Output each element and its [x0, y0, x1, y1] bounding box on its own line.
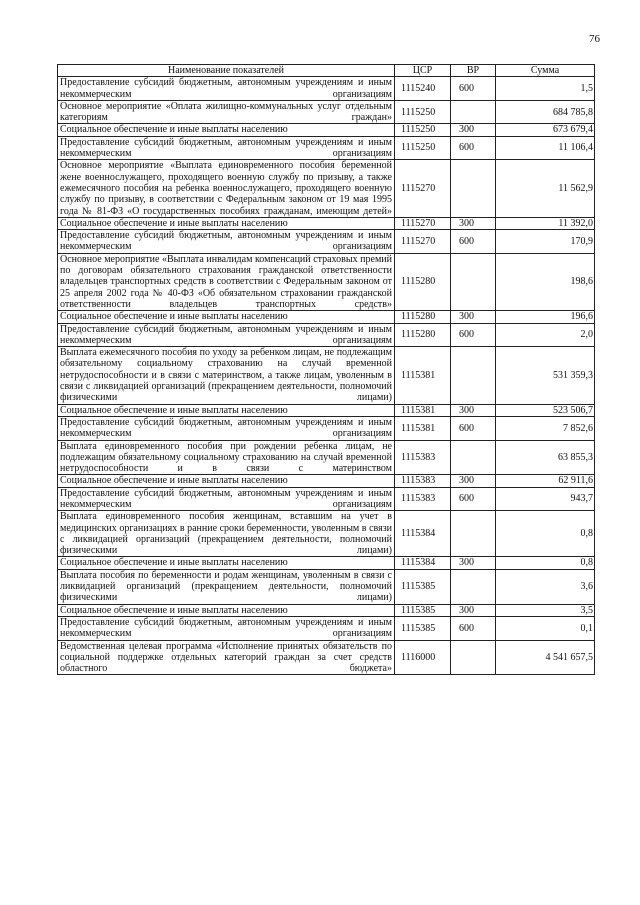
row-csr-cell: 1115270 — [395, 230, 451, 254]
row-csr-cell: 1115384 — [395, 511, 451, 557]
row-csr-cell: 1115250 — [395, 136, 451, 160]
row-name-cell: Социальное обеспечение и иные выплаты населению — [58, 311, 395, 323]
row-csr-cell: 1115381 — [395, 416, 451, 440]
table-row — [58, 416, 595, 440]
row-vr-cell — [451, 440, 496, 475]
row-vr-cell — [451, 253, 496, 310]
row-vr-cell: 600 — [451, 136, 496, 160]
row-name-cell: Предоставление субсидий бюджетным, автономным учреждениям и иным некоммерческим организациям — [58, 77, 395, 101]
row-name-cell: Социальное обеспечение и иные выплаты населению — [58, 404, 395, 416]
table-row — [58, 557, 595, 569]
row-csr-cell: 1115270 — [395, 160, 451, 217]
table-row — [58, 323, 595, 347]
row-sum-cell: 62 911,6 — [496, 475, 595, 487]
row-vr-cell — [451, 569, 496, 604]
row-name-cell: Социальное обеспечение и иные выплаты населению — [58, 557, 395, 569]
budget-table — [57, 64, 595, 675]
row-vr-cell: 300 — [451, 124, 496, 136]
row-vr-cell: 300 — [451, 217, 496, 229]
row-sum-cell: 0,1 — [496, 616, 595, 640]
row-vr-cell: 300 — [451, 604, 496, 616]
table-row — [58, 136, 595, 160]
row-sum-cell: 3,5 — [496, 604, 595, 616]
row-name-cell: Социальное обеспечение и иные выплаты населению — [58, 604, 395, 616]
row-csr-cell: 1115250 — [395, 124, 451, 136]
table-row — [58, 511, 595, 557]
row-sum-cell: 523 506,7 — [496, 404, 595, 416]
table-header-row — [58, 65, 595, 77]
row-vr-cell: 600 — [451, 487, 496, 511]
row-vr-cell — [451, 160, 496, 217]
row-sum-cell: 943,7 — [496, 487, 595, 511]
row-sum-cell: 0,8 — [496, 557, 595, 569]
row-name-cell: Предоставление субсидий бюджетным, автономным учреждениям и иным некоммерческим организациям — [58, 487, 395, 511]
row-name-cell: Выплата единовременного пособия при рождении ребенка лицам, не подлежащим обязательному социальному страхованию на случай временной нетрудоспособности и в связи с материнством — [58, 440, 395, 475]
row-vr-cell — [451, 100, 496, 124]
header-name: Наименование показателей — [58, 65, 395, 77]
row-sum-cell: 2,0 — [496, 323, 595, 347]
row-name-cell: Выплата пособия по беременности и родам женщинам, уволенным в связи с ликвидацией организаций (прекращением деятельности, полномочий физическими лицами) — [58, 569, 395, 604]
row-sum-cell: 1,5 — [496, 77, 595, 101]
row-name-cell: Социальное обеспечение и иные выплаты населению — [58, 124, 395, 136]
row-csr-cell: 1115381 — [395, 404, 451, 416]
table-row — [58, 160, 595, 217]
table-row — [58, 124, 595, 136]
row-csr-cell: 1115383 — [395, 487, 451, 511]
row-sum-cell: 11 392,0 — [496, 217, 595, 229]
row-sum-cell: 0,8 — [496, 511, 595, 557]
row-name-cell: Предоставление субсидий бюджетным, автономным учреждениям и иным некоммерческим организациям — [58, 616, 395, 640]
row-csr-cell: 1115280 — [395, 311, 451, 323]
row-csr-cell: 1115250 — [395, 100, 451, 124]
row-name-cell: Основное мероприятие «Оплата жилищно-коммунальных услуг отдельным категориям граждан» — [58, 100, 395, 124]
row-sum-cell: 684 785,8 — [496, 100, 595, 124]
row-name-cell: Основное мероприятие «Выплата единовременного пособия беременной жене военнослужащего, проходящего военную службу по призыву, а также ежемесячного пособия на ребенка военнослужащего, проходящего военную службу по призыву, в соответствии с Федеральным законом от 19 мая 1995 года № 81-ФЗ «О государственных пособиях гражданам, имеющим детей» — [58, 160, 395, 217]
row-csr-cell: 1115385 — [395, 616, 451, 640]
row-vr-cell: 600 — [451, 616, 496, 640]
page-number: 76 — [589, 33, 600, 45]
row-name-cell: Выплата единовременного пособия женщинам, вставшим на учет в медицинских организациях в ранние сроки беременности, уволенным в связи с ликвидацией организаций (прекращением деятельности, полномочий физическими лицами) — [58, 511, 395, 557]
table-row — [58, 440, 595, 475]
table-row — [58, 253, 595, 310]
table-row — [58, 404, 595, 416]
row-vr-cell: 300 — [451, 557, 496, 569]
row-csr-cell: 1115240 — [395, 77, 451, 101]
row-vr-cell: 300 — [451, 311, 496, 323]
table-row — [58, 569, 595, 604]
row-sum-cell: 3,6 — [496, 569, 595, 604]
row-csr-cell: 1115384 — [395, 557, 451, 569]
row-name-cell: Социальное обеспечение и иные выплаты населению — [58, 475, 395, 487]
row-vr-cell: 300 — [451, 404, 496, 416]
row-csr-cell: 1115280 — [395, 323, 451, 347]
row-name-cell: Выплата ежемесячного пособия по уходу за ребенком лицам, не подлежащим обязательному социальному страхованию на случай временной нетрудоспособности и в связи с материнством, а также лицам, уволенным в связи с ликвидацией организаций (прекращением деятельности, полномочий физическими лицами) — [58, 347, 395, 404]
table-row — [58, 230, 595, 254]
row-vr-cell: 600 — [451, 77, 496, 101]
table-row — [58, 487, 595, 511]
table-row — [58, 475, 595, 487]
table-row — [58, 616, 595, 640]
row-sum-cell: 7 852,6 — [496, 416, 595, 440]
row-csr-cell: 1115270 — [395, 217, 451, 229]
row-sum-cell: 11 562,9 — [496, 160, 595, 217]
row-name-cell: Предоставление субсидий бюджетным, автономным учреждениям и иным некоммерческим организациям — [58, 136, 395, 160]
row-sum-cell: 170,9 — [496, 230, 595, 254]
table-row — [58, 77, 595, 101]
header-sum: Сумма — [496, 65, 595, 77]
row-sum-cell: 4 541 657,5 — [496, 640, 595, 675]
row-sum-cell: 11 106,4 — [496, 136, 595, 160]
header-vr: ВР — [451, 65, 496, 77]
row-csr-cell: 1116000 — [395, 640, 451, 675]
row-sum-cell: 673 679,4 — [496, 124, 595, 136]
row-name-cell: Предоставление субсидий бюджетным, автономным учреждениям и иным некоммерческим организациям — [58, 416, 395, 440]
row-csr-cell: 1115383 — [395, 440, 451, 475]
row-csr-cell: 1115385 — [395, 604, 451, 616]
row-csr-cell: 1115381 — [395, 347, 451, 404]
row-sum-cell: 531 359,3 — [496, 347, 595, 404]
row-sum-cell: 196,6 — [496, 311, 595, 323]
row-name-cell: Ведомственная целевая программа «Исполнение принятых обязательств по социальной поддержке отдельных категорий граждан за счет средств областного бюджета» — [58, 640, 395, 675]
row-csr-cell: 1115383 — [395, 475, 451, 487]
header-csr: ЦСР — [395, 65, 451, 77]
row-name-cell: Предоставление субсидий бюджетным, автономным учреждениям и иным некоммерческим организациям — [58, 230, 395, 254]
row-vr-cell — [451, 347, 496, 404]
row-vr-cell: 300 — [451, 475, 496, 487]
row-csr-cell: 1115280 — [395, 253, 451, 310]
table-row — [58, 100, 595, 124]
row-name-cell: Социальное обеспечение и иные выплаты населению — [58, 217, 395, 229]
row-sum-cell: 198,6 — [496, 253, 595, 310]
table-row — [58, 604, 595, 616]
row-vr-cell — [451, 511, 496, 557]
row-vr-cell: 600 — [451, 416, 496, 440]
table-row — [58, 311, 595, 323]
table-row — [58, 217, 595, 229]
table-row — [58, 640, 595, 675]
row-vr-cell — [451, 640, 496, 675]
row-vr-cell: 600 — [451, 323, 496, 347]
table-row — [58, 347, 595, 404]
row-name-cell: Основное мероприятие «Выплата инвалидам компенсаций страховых премий по договорам обязательного страхования гражданской ответственности владельцев транспортных средств в соответствии с Федеральным законом от 25 апреля 2002 года № 40-ФЗ «Об обязательном страховании гражданской ответственности владельцев транспортных средств» — [58, 253, 395, 310]
row-vr-cell: 600 — [451, 230, 496, 254]
row-csr-cell: 1115385 — [395, 569, 451, 604]
row-name-cell: Предоставление субсидий бюджетным, автономным учреждениям и иным некоммерческим организациям — [58, 323, 395, 347]
row-sum-cell: 63 855,3 — [496, 440, 595, 475]
